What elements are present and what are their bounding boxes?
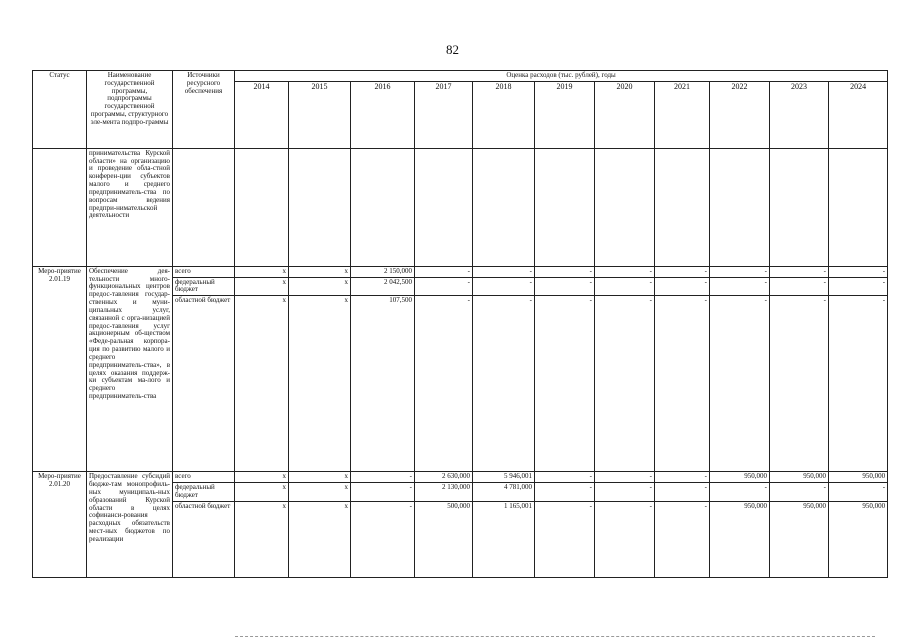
value-cell: - [415, 296, 473, 472]
value-cell: - [473, 266, 535, 277]
value-cell: 2 150,000 [351, 266, 415, 277]
continuation-row [33, 148, 888, 266]
header-estimate: Оценка расходов (тыс. рублей), годы [235, 71, 888, 82]
value-cell: x [289, 483, 351, 502]
value-cell: - [655, 266, 710, 277]
value-cell: - [770, 277, 829, 296]
header-name: Наименование государственной программы, подпрограммы государственной программы, структурного эле-мента подпро-граммы [87, 71, 173, 149]
year-header: 2023 [770, 81, 829, 148]
value-cell: - [710, 296, 770, 472]
header-status: Статус [33, 71, 87, 149]
value-cell: - [655, 483, 710, 502]
value-cell: x [289, 472, 351, 483]
value-cell: - [351, 472, 415, 483]
value-cell: 950,000 [829, 472, 888, 483]
year-header: 2020 [595, 81, 655, 148]
value-cell: x [289, 266, 351, 277]
value-cell: - [655, 277, 710, 296]
value-cell: 2 630,000 [415, 472, 473, 483]
value-cell: 2 130,000 [415, 483, 473, 502]
value-cell: x [235, 296, 289, 472]
value-cell: - [535, 277, 595, 296]
value-cell: - [829, 296, 888, 472]
value-cell: - [595, 266, 655, 277]
source-cell: областной бюджет [173, 501, 235, 577]
year-header: 2019 [535, 81, 595, 148]
value-cell: - [829, 266, 888, 277]
bottom-divider [235, 636, 875, 637]
source-cell: областной бюджет [173, 296, 235, 472]
value-cell: - [535, 472, 595, 483]
measure-status: Меро-приятие 2.01.20 [33, 472, 87, 577]
value-cell: 107,500 [351, 296, 415, 472]
continuation-text: принимательства Курской области» на организацию и проведение обла-стной конферен-ции субъектов малого и среднего предприниматель-ства по вопросам ведения предпри-нимательской деятельности [87, 148, 173, 266]
resource-table [32, 70, 888, 578]
value-cell: 2 042,500 [351, 277, 415, 296]
value-cell: - [535, 483, 595, 502]
measure-name: Предоставление субсидий бюдже-там монопрофиль-ных муниципаль-ных образований Курской области в целях софинанси-рования расходных обязательств мест-ных бюджетов по реализации [87, 472, 173, 577]
value-cell: x [235, 501, 289, 577]
source-cell: всего [173, 266, 235, 277]
value-cell: x [289, 296, 351, 472]
value-cell: - [595, 472, 655, 483]
year-header: 2015 [289, 81, 351, 148]
value-cell: 500,000 [415, 501, 473, 577]
value-cell: 950,000 [710, 472, 770, 483]
value-cell: x [235, 472, 289, 483]
year-header: 2014 [235, 81, 289, 148]
value-cell: - [595, 483, 655, 502]
value-cell: - [710, 483, 770, 502]
table-row [33, 472, 888, 483]
value-cell: - [415, 266, 473, 277]
source-cell: федеральный бюджет [173, 277, 235, 296]
value-cell: x [289, 501, 351, 577]
year-header: 2016 [351, 81, 415, 148]
value-cell: - [829, 483, 888, 502]
value-cell: - [535, 501, 595, 577]
value-cell: - [710, 277, 770, 296]
table-row [33, 266, 888, 277]
measure-name: Обеспечение дея-тельности много-функциональных центров предос-тавления государ-ственных и муни-ципальных услуг, связанной с орга-низацией предос-тавления услуг акционерным об-ществом «Феде-ральная корпора-ция по развитию малого и среднего предприниматель-ства», в целях оказания поддерж-ки субъектам ма-лого и среднего предприниматель-ства [87, 266, 173, 471]
value-cell: 950,000 [829, 501, 888, 577]
value-cell: - [473, 277, 535, 296]
value-cell: x [289, 277, 351, 296]
value-cell: 4 781,000 [473, 483, 535, 502]
value-cell: - [351, 483, 415, 502]
value-cell: - [655, 501, 710, 577]
value-cell: - [655, 472, 710, 483]
year-header: 2024 [829, 81, 888, 148]
value-cell: x [235, 483, 289, 502]
value-cell: - [710, 266, 770, 277]
value-cell: - [770, 266, 829, 277]
value-cell: - [655, 296, 710, 472]
value-cell: 1 165,001 [473, 501, 535, 577]
page-number: 82 [446, 42, 459, 57]
year-header: 2018 [473, 81, 535, 148]
value-cell: 5 946,001 [473, 472, 535, 483]
value-cell: - [595, 277, 655, 296]
value-cell: 950,000 [710, 501, 770, 577]
value-cell: x [235, 277, 289, 296]
year-header: 2021 [655, 81, 710, 148]
value-cell: - [351, 501, 415, 577]
value-cell: - [595, 296, 655, 472]
header-sources: Источники ресурсного обеспечения [173, 71, 235, 149]
value-cell: - [473, 296, 535, 472]
year-header: 2017 [415, 81, 473, 148]
value-cell: 950,000 [770, 472, 829, 483]
value-cell: - [415, 277, 473, 296]
value-cell: - [535, 296, 595, 472]
source-cell: всего [173, 472, 235, 483]
value-cell: - [535, 266, 595, 277]
measure-status: Меро-приятие 2.01.19 [33, 266, 87, 471]
value-cell: x [235, 266, 289, 277]
value-cell: - [770, 296, 829, 472]
year-header: 2022 [710, 81, 770, 148]
value-cell: - [595, 501, 655, 577]
value-cell: - [829, 277, 888, 296]
value-cell: - [770, 483, 829, 502]
value-cell: 950,000 [770, 501, 829, 577]
source-cell: федеральный бюджет [173, 483, 235, 502]
